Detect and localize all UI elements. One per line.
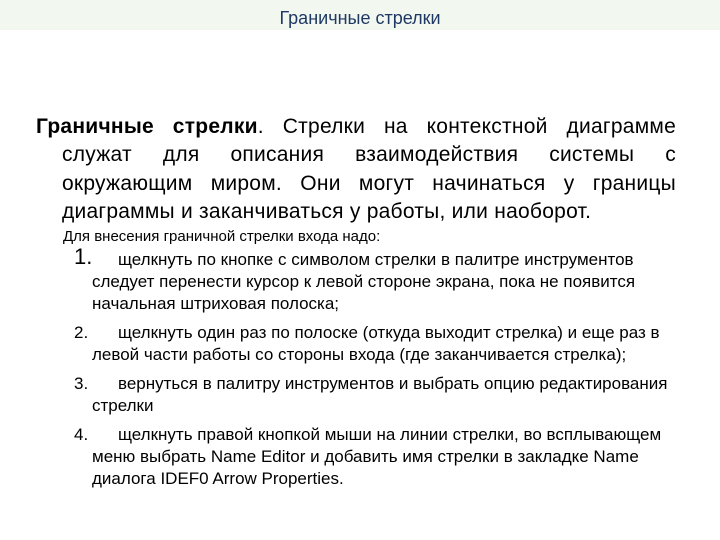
- step-number: 4.: [74, 424, 89, 444]
- intro-text: . Стрелки на контекстной диаграмме служат для описания взаимодействия системы с окружающим миром. Они могут начинаться у границы диаграммы и заканчиваться у работы, или наоборот.: [62, 115, 676, 224]
- intro-paragraph: [36, 113, 676, 227]
- step-item: [36, 322, 676, 366]
- step-number: 1.: [74, 243, 93, 269]
- step-number: 3.: [74, 373, 89, 393]
- steps-lead: Для внесения граничной стрелки входа надо:: [63, 227, 381, 245]
- step-item: [36, 243, 676, 315]
- steps-list: [36, 243, 676, 490]
- step-text: щелкнуть один раз по полоске (откуда выходит стрелка) и еще раз в левой части работы со стороны входа (где заканчивается стрелка);: [92, 322, 660, 364]
- slide-content: [36, 113, 676, 497]
- step-text: щелкнуть правой кнопкой мыши на линии стрелки, во всплывающем меню выбрать Name Editor и добавить имя стрелки в закладке Name диалога IDEF0 Arrow Properties.: [92, 424, 662, 488]
- slide-title: Граничные стрелки: [279, 8, 441, 28]
- step-number: 2.: [74, 322, 89, 342]
- step-text: щелкнуть по кнопке с символом стрелки в палитре инструментов следует перенести курсор к левой стороне экрана, пока не появится начальная штриховая полоска;: [92, 249, 636, 313]
- step-item: [36, 424, 676, 490]
- intro-term: Граничные стрелки: [36, 115, 258, 138]
- step-text: вернуться в палитру инструментов и выбрать опцию редактирования стрелки: [92, 373, 668, 415]
- step-item: [36, 373, 676, 417]
- title-bar: [0, 0, 720, 30]
